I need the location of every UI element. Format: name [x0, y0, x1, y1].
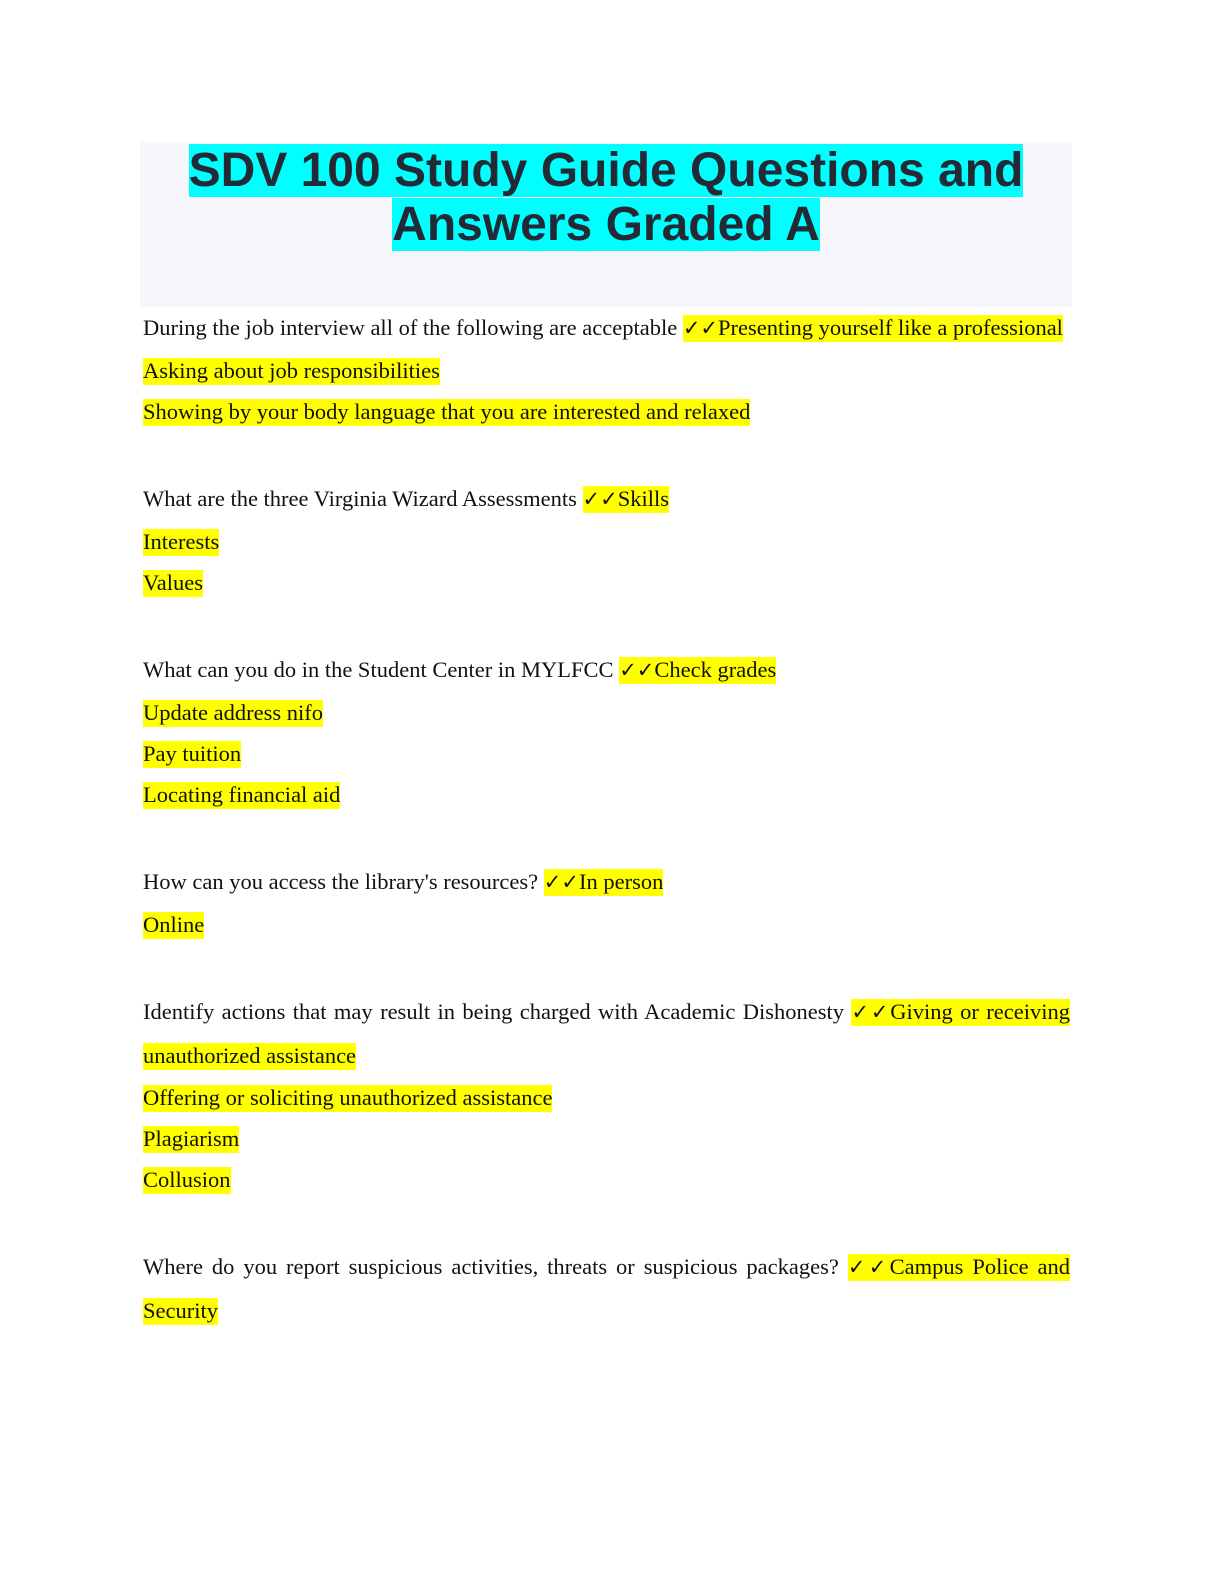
answer-highlight: [544, 869, 664, 896]
question-line: [143, 990, 1070, 1077]
answer-text: Skills: [617, 486, 669, 511]
answer-line: [143, 391, 1070, 432]
answer-highlight: [683, 315, 1063, 342]
answer-text: Offering or soliciting unauthorized assistance: [143, 1085, 553, 1110]
answer-line: [143, 692, 1070, 733]
spacer: [143, 1200, 1070, 1245]
spacer: [143, 603, 1070, 648]
answer-line: [143, 774, 1070, 815]
check-mark-icon: ✓✓: [582, 487, 618, 511]
qa-item-4: [143, 860, 1070, 945]
answer-line: [143, 904, 1070, 945]
answer-line: [143, 733, 1070, 774]
answer-text: Collusion: [143, 1167, 231, 1192]
spacer: [143, 432, 1070, 477]
check-mark-icon: ✓✓: [543, 870, 579, 894]
qa-content: [143, 306, 1070, 1332]
qa-item-1: [143, 306, 1070, 432]
question-text: Identify actions that may result in being charged with Academic Dishonesty: [143, 999, 845, 1024]
answer-line: [143, 350, 1070, 391]
answer-text: Locating financial aid: [143, 782, 341, 807]
answer-text: Presenting yourself like a professional: [718, 315, 1063, 340]
check-mark-icon: ✓✓: [847, 1255, 890, 1279]
question-text: How can you access the library's resources?: [143, 869, 539, 894]
qa-item-3: [143, 648, 1070, 815]
check-mark-icon: ✓✓: [619, 658, 655, 682]
answer-line: [143, 1159, 1070, 1200]
answer-text: Giving or receiving unauthorized assistance: [143, 999, 1070, 1068]
check-mark-icon: ✓✓: [682, 316, 719, 340]
spacer: [143, 815, 1070, 860]
answer-text: Values: [143, 570, 203, 595]
answer-text: Pay tuition: [143, 741, 242, 766]
title-box: [140, 142, 1072, 307]
answer-text: Asking about job responsibilities: [143, 358, 440, 383]
answer-highlight: [619, 657, 776, 684]
answer-text: Showing by your body language that you are interested and relaxed: [143, 399, 751, 424]
qa-item-5: [143, 990, 1070, 1200]
question-line: [143, 860, 1070, 904]
answer-text: Online: [143, 912, 205, 937]
question-text: During the job interview all of the following are acceptable: [143, 315, 678, 340]
spacer: [143, 945, 1070, 990]
answer-text: Interests: [143, 529, 220, 554]
answer-highlight: [583, 486, 669, 513]
answer-line: [143, 1118, 1070, 1159]
answer-line: [143, 1077, 1070, 1118]
question-text: What can you do in the Student Center in MYLFCC: [143, 657, 614, 682]
answer-line: [143, 521, 1070, 562]
qa-item-6: [143, 1245, 1070, 1332]
question-text: Where do you report suspicious activities, threats or suspicious packages?: [143, 1254, 839, 1279]
answer-text: Update address nifo: [143, 700, 323, 725]
document-title: [140, 142, 1072, 252]
question-line: [143, 477, 1070, 521]
answer-text: In person: [578, 869, 664, 894]
answer-line: [143, 562, 1070, 603]
qa-item-2: [143, 477, 1070, 603]
question-line: [143, 648, 1070, 692]
answer-text: Campus Police and Security: [143, 1254, 1070, 1323]
document-title-text: SDV 100 Study Guide Questions and Answers Graded A: [188, 144, 1024, 251]
question-line: [143, 1245, 1070, 1332]
answer-text: Plagiarism: [143, 1126, 240, 1151]
question-text: What are the three Virginia Wizard Assessments: [143, 486, 577, 511]
answer-text: Check grades: [654, 657, 777, 682]
question-line: [143, 306, 1070, 350]
check-mark-icon: ✓✓: [851, 1000, 891, 1024]
